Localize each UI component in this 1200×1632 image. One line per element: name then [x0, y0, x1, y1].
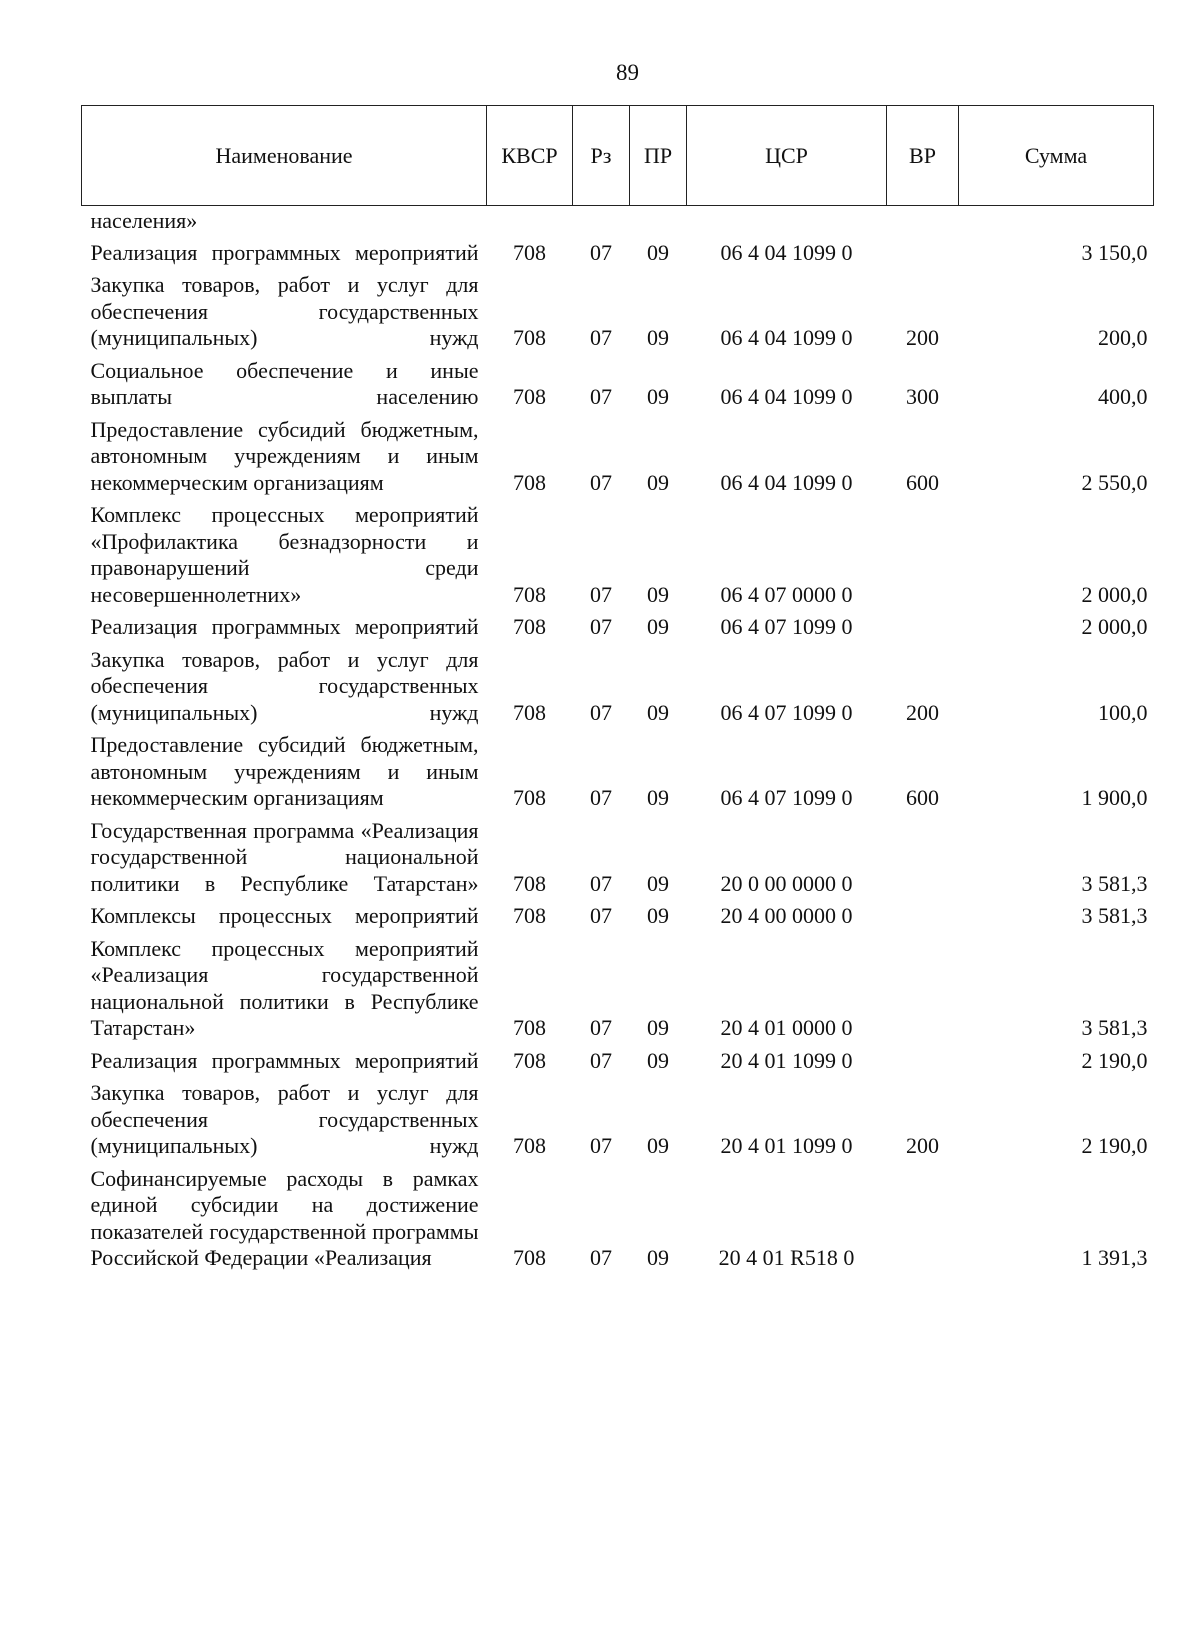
cell-pr: 09 [647, 785, 669, 810]
page-number: 89 [616, 60, 639, 85]
cell-vr: 600 [906, 785, 939, 810]
cell-sum: 3 150,0 [1081, 239, 1148, 265]
cell-csr: 20 4 01 0000 0 [720, 1015, 853, 1040]
cell-rz: 07 [590, 384, 612, 409]
cell-name: Закупка товаров, работ и услуг для обеспечения государственных (муниципальных) нужд [90, 1080, 479, 1158]
cell-csr: 06 4 07 1099 0 [720, 614, 853, 639]
cell-kvsr: 708 [513, 384, 546, 409]
cell-pr: 09 [647, 699, 669, 725]
cell-rz: 07 [590, 1133, 612, 1158]
cell-vr [887, 933, 959, 1045]
cell-kvsr: 708 [513, 903, 546, 928]
cell-sum: 100,0 [1098, 699, 1148, 725]
cell-name: Закупка товаров, работ и услуг для обеспечения государственных (муниципальных) нужд [90, 646, 479, 725]
cell-csr: 20 0 00 0000 0 [720, 870, 853, 896]
cell-vr [887, 237, 959, 270]
cell-kvsr: 708 [513, 325, 546, 350]
table-row [82, 1163, 1154, 1275]
cell-rz: 07 [590, 870, 612, 896]
cell-kvsr: 708 [513, 1047, 546, 1073]
cell-vr: 300 [906, 384, 939, 409]
cell-name: Предоставление субсидий бюджетным, автономным учреждениям и иным некоммерческим организациям [90, 732, 479, 810]
cell-vr [887, 900, 959, 933]
header-vr: ВР [887, 106, 959, 206]
cell-vr [887, 1045, 959, 1078]
cell-kvsr: 708 [513, 1015, 546, 1040]
cell-csr: 20 4 01 1099 0 [720, 1047, 853, 1073]
cell-csr: 06 4 04 1099 0 [720, 469, 853, 495]
cell-sum: 3 581,3 [1081, 1015, 1148, 1040]
header-pr: ПР [630, 106, 687, 206]
cell-name: населения» [90, 208, 198, 233]
cell-csr: 06 4 04 1099 0 [720, 239, 853, 265]
cell-kvsr: 708 [513, 1133, 546, 1158]
table-row [82, 269, 1154, 355]
header-csr: ЦСР [687, 106, 887, 206]
cell-name: Социальное обеспечение и иные выплаты населению [90, 357, 479, 409]
cell-sum: 400,0 [1098, 384, 1148, 409]
cell-kvsr [487, 206, 573, 237]
cell-rz: 07 [590, 1245, 612, 1270]
cell-name: Софинансируемые расходы в рамках единой субсидии на достижение показателей государственной программы Российской Федерации «Реализация [90, 1165, 479, 1270]
cell-rz: 07 [590, 785, 612, 810]
cell-pr: 09 [647, 1245, 669, 1270]
cell-sum: 2 000,0 [1081, 614, 1148, 639]
cell-pr: 09 [647, 325, 669, 350]
cell-kvsr: 708 [513, 469, 546, 495]
cell-vr: 600 [906, 469, 939, 495]
cell-rz: 07 [590, 581, 612, 607]
cell-rz: 07 [590, 614, 612, 639]
cell-rz: 07 [590, 903, 612, 928]
cell-csr: 06 4 07 1099 0 [720, 785, 853, 810]
cell-pr: 09 [647, 903, 669, 928]
cell-rz: 07 [590, 1015, 612, 1040]
cell-vr [887, 206, 959, 237]
cell-rz: 07 [590, 239, 612, 265]
cell-sum: 2 550,0 [1081, 469, 1148, 495]
cell-name: Государственная программа «Реализация государственной национальной политики в Республике Татарстан» [90, 817, 479, 896]
cell-pr: 09 [647, 1133, 669, 1158]
cell-sum: 2 190,0 [1081, 1133, 1148, 1158]
table-row [82, 900, 1154, 933]
cell-sum: 2 190,0 [1081, 1047, 1148, 1073]
cell-vr [887, 499, 959, 611]
table-body [82, 206, 1154, 1275]
cell-pr: 09 [647, 1015, 669, 1040]
cell-vr [887, 611, 959, 644]
cell-sum: 3 581,3 [1081, 870, 1148, 896]
table-header-row [82, 106, 1154, 206]
cell-sum: 1 391,3 [1081, 1245, 1148, 1270]
cell-vr: 200 [906, 699, 939, 725]
cell-kvsr: 708 [513, 614, 546, 639]
cell-csr: 06 4 07 0000 0 [720, 581, 853, 607]
table-row [82, 933, 1154, 1045]
cell-rz: 07 [590, 469, 612, 495]
budget-table [81, 105, 1154, 1275]
header-rz: Рз [573, 106, 630, 206]
cell-vr [887, 815, 959, 901]
cell-name: Предоставление субсидий бюджетным, автономным учреждениям и иным некоммерческим организациям [90, 416, 479, 495]
cell-pr: 09 [647, 614, 669, 639]
header-name: Наименование [82, 106, 487, 206]
cell-csr [687, 206, 887, 237]
cell-sum: 1 900,0 [1081, 785, 1148, 810]
cell-rz: 07 [590, 1047, 612, 1073]
cell-csr: 06 4 04 1099 0 [720, 325, 853, 350]
table-row [82, 1045, 1154, 1078]
cell-name: Комплекс процессных мероприятий «Реализация государственной национальной политики в Республике Татарстан» [90, 935, 479, 1040]
table-row [82, 414, 1154, 500]
cell-csr: 06 4 07 1099 0 [720, 699, 853, 725]
cell-rz [573, 206, 630, 237]
cell-pr: 09 [647, 239, 669, 265]
cell-csr: 06 4 04 1099 0 [720, 384, 853, 409]
table-row [82, 644, 1154, 730]
cell-rz: 07 [590, 699, 612, 725]
table-row [82, 499, 1154, 611]
cell-name: Комплекс процессных мероприятий «Профилактика безнадзорности и правонарушений среди несовершеннолетних» [90, 502, 479, 607]
table-row [82, 206, 1154, 237]
cell-csr: 20 4 00 0000 0 [720, 903, 853, 928]
cell-rz: 07 [590, 325, 612, 350]
cell-kvsr: 708 [513, 1245, 546, 1270]
cell-pr: 09 [647, 870, 669, 896]
table-row [82, 1077, 1154, 1163]
cell-kvsr: 708 [513, 785, 546, 810]
cell-csr: 20 4 01 1099 0 [720, 1133, 853, 1158]
cell-pr [630, 206, 687, 237]
table-row [82, 237, 1154, 270]
cell-vr: 200 [906, 325, 939, 350]
table-row [82, 355, 1154, 414]
cell-kvsr: 708 [513, 870, 546, 896]
cell-pr: 09 [647, 581, 669, 607]
cell-pr: 09 [647, 469, 669, 495]
cell-name: Реализация программных мероприятий [90, 614, 479, 639]
cell-sum [959, 206, 1154, 237]
cell-sum: 2 000,0 [1081, 581, 1148, 607]
cell-name: Реализация программных мероприятий [90, 239, 479, 265]
cell-name: Закупка товаров, работ и услуг для обеспечения государственных (муниципальных) нужд [90, 272, 479, 350]
table-row [82, 729, 1154, 815]
cell-sum: 200,0 [1098, 325, 1148, 350]
table-row [82, 611, 1154, 644]
header-sum: Сумма [959, 106, 1154, 206]
table-row [82, 815, 1154, 901]
cell-kvsr: 708 [513, 239, 546, 265]
cell-name: Реализация программных мероприятий [90, 1047, 479, 1073]
cell-pr: 09 [647, 1047, 669, 1073]
cell-pr: 09 [647, 384, 669, 409]
cell-kvsr: 708 [513, 581, 546, 607]
cell-kvsr: 708 [513, 699, 546, 725]
header-kvsr: КВСР [487, 106, 573, 206]
cell-name: Комплексы процессных мероприятий [90, 903, 479, 928]
cell-vr [887, 1163, 959, 1275]
cell-sum: 3 581,3 [1081, 903, 1148, 928]
cell-vr: 200 [906, 1133, 939, 1158]
cell-csr: 20 4 01 R518 0 [718, 1245, 855, 1270]
